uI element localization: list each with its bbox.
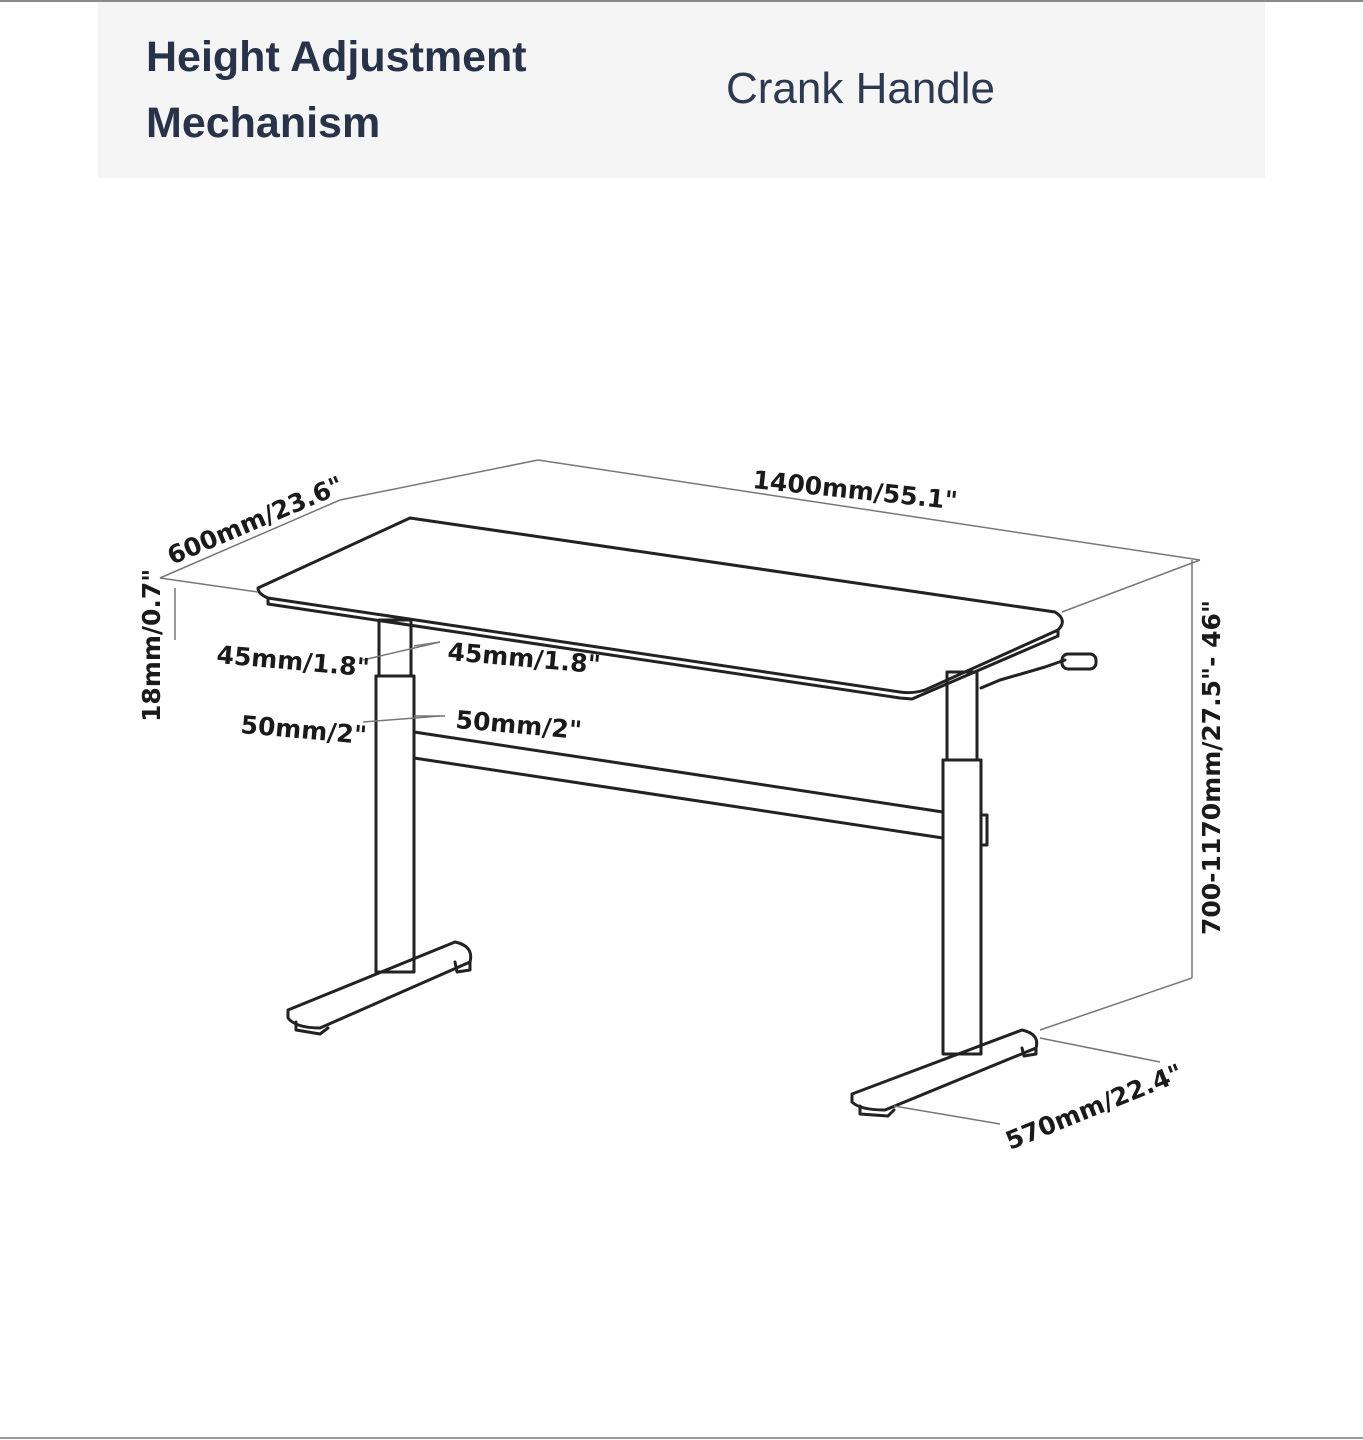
left-column-upper [379,620,411,676]
height-range-label: 700-1170mm/27.5"- 46" [1197,600,1226,935]
column-lower-label-right: 50mm/2" [454,705,583,745]
spec-value: Crank Handle [726,64,996,113]
left-foot [288,942,471,1028]
thickness-dimension-label: 18mm/0.7" [137,568,166,722]
column-lower-label-left: 50mm/2" [239,710,368,750]
right-column-lower [943,760,981,1054]
right-column-upper [947,672,977,760]
crossbar [414,732,943,838]
spec-label: Height Adjustment Mechanism [146,33,527,147]
column-upper-label-right: 45mm/1.8" [446,637,602,680]
depth-dimension-label: 600mm/23.6" [163,470,348,571]
foot-length-label: 570mm/22.4" [1001,1058,1187,1156]
column-upper-label-left: 45mm/1.8" [215,640,371,683]
width-dimension-label: 1400mm/55.1" [751,465,959,516]
bottom-divider [0,1437,1363,1439]
